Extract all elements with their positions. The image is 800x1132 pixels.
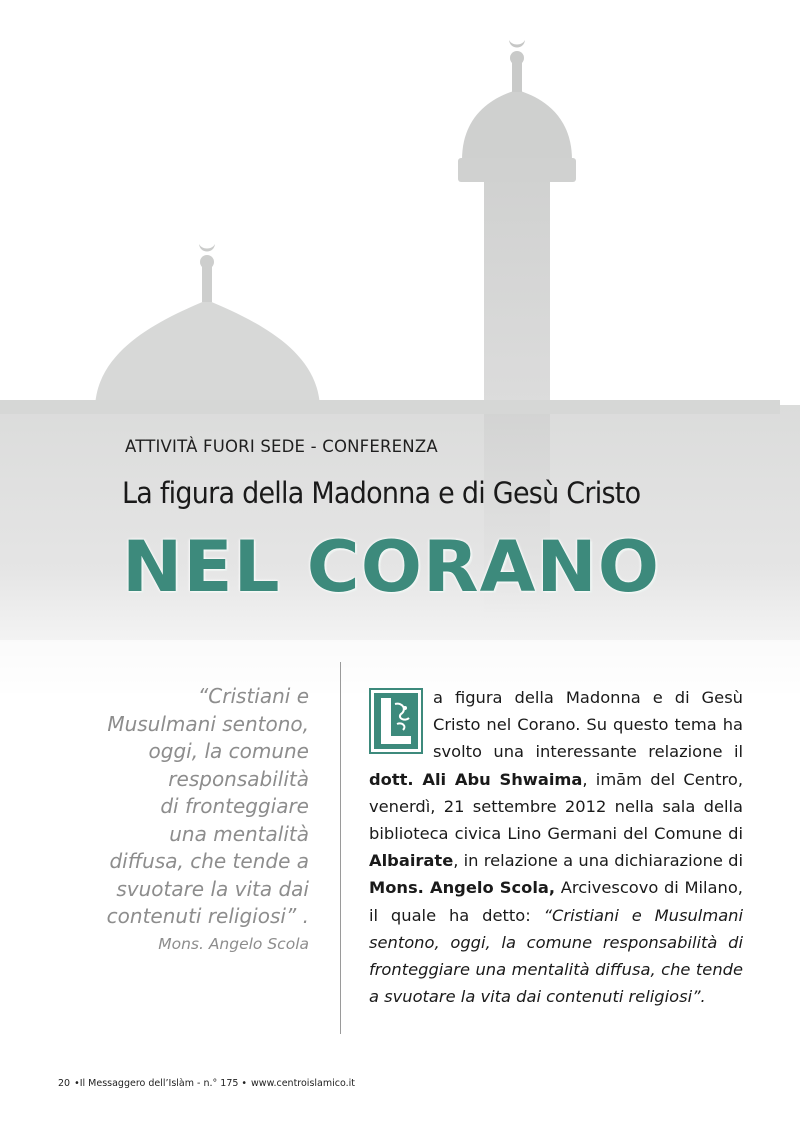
- pull-quote-line: “Cristiani e: [197, 684, 309, 708]
- article-bold-bishop: Mons. Angelo Scola,: [369, 878, 556, 898]
- pull-quote-line: svuotare la vita dai: [116, 876, 309, 901]
- article-quote: “Cristiani e Musulmani sentono, oggi, la comune responsabilità di fronteggiare una mentalità diffusa, che tende a svuotare la vita dai contenuti religiosi”.: [369, 905, 744, 1007]
- pull-quote-attribution: Mons. Angelo Scola: [158, 934, 309, 953]
- article-text: Arcivescovo di Milano, il quale ha detto:: [369, 878, 743, 925]
- article-bold-speaker: dott. Ali Abu Shwaima: [369, 769, 583, 789]
- article-text: , in relazione a una dichiarazione di: [453, 851, 743, 871]
- column-divider: [340, 662, 341, 1034]
- page-number: 20: [58, 1078, 71, 1089]
- website-link[interactable]: www.centroislamico.it: [251, 1078, 356, 1089]
- pull-quote-line: una mentalità: [169, 821, 309, 846]
- article-text: , imām del Centro, venerdì, 21 settembre 2012 nella sala della biblioteca civica Lino Germani del Comune di: [369, 769, 743, 844]
- pull-quote-line: contenuti religiosi” .: [106, 904, 309, 928]
- publication-name: •Il Messaggero dell’Islàm - n.° 175 •: [74, 1078, 248, 1089]
- article-paragraph: [369, 684, 743, 1010]
- pull-quote-line: Musulmani sentono,: [107, 711, 309, 736]
- pull-quote-line: responsabilità: [168, 766, 309, 791]
- section-kicker: ATTIVITÀ FUORI SEDE - CONFERENZA: [125, 437, 438, 456]
- pull-quote-line: diffusa, che tende a: [109, 849, 309, 873]
- pull-quote-line: di fronteggiare: [160, 794, 309, 818]
- dropcap-letter-l-ornament: [369, 688, 423, 754]
- article-text: a figura della Madonna e di Gesù Cristo nel Corano. Su questo tema ha svolto una interessante relazione il: [433, 688, 743, 762]
- pull-quote: [60, 683, 309, 954]
- article-subtitle: La figura della Madonna e di Gesù Cristo: [122, 476, 641, 510]
- article-body: [369, 684, 743, 1010]
- pull-quote-text: [60, 683, 309, 931]
- pull-quote-line: oggi, la comune: [148, 739, 309, 763]
- article-bold-place: Albairate: [369, 851, 454, 871]
- page-footer: [58, 1078, 359, 1089]
- article-headline: NEL CORANO: [122, 526, 661, 608]
